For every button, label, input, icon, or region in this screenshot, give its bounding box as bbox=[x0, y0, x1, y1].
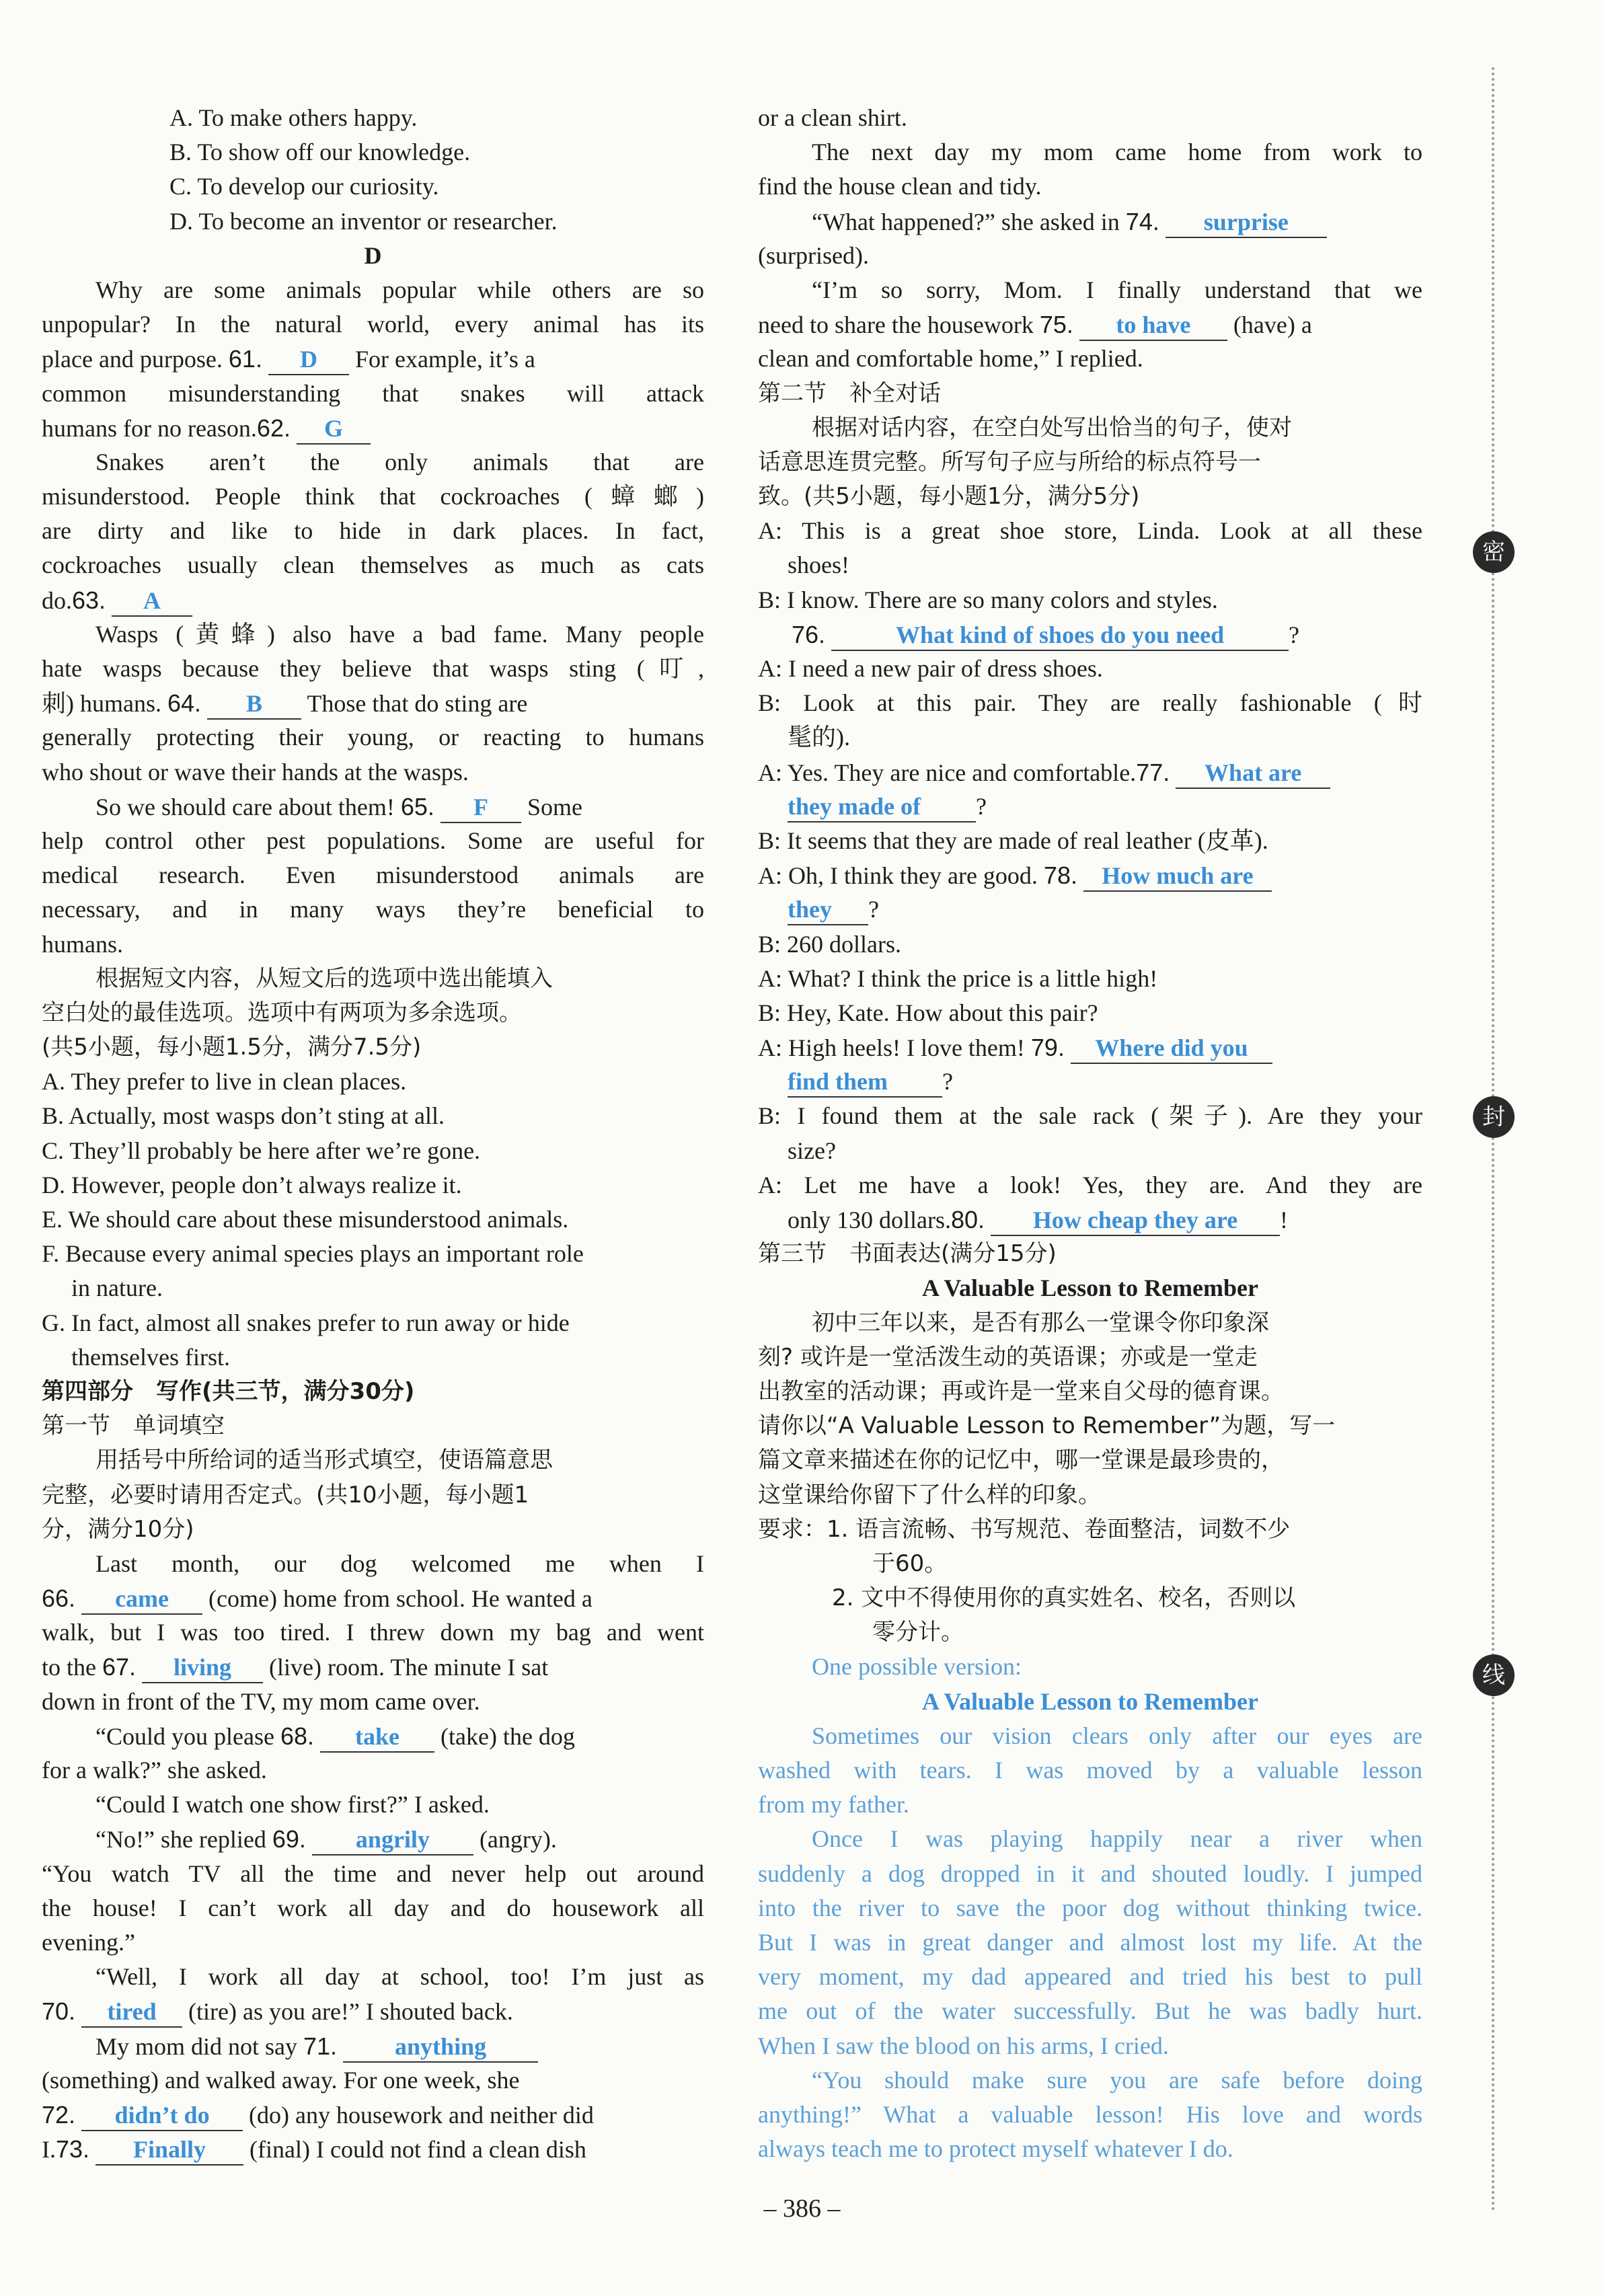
dialogue-line: only 130 dollars.80. How cheap they are ! bbox=[758, 1202, 1422, 1237]
story-line: 66. came (come) home from school. He wanted a bbox=[42, 1581, 704, 1615]
seal-mi: 密 bbox=[1473, 531, 1515, 573]
story-line: for a walk?” she asked. bbox=[42, 1757, 267, 1784]
essay-title: A Valuable Lesson to Remember bbox=[921, 1274, 1258, 1302]
answer-option: F. Because every animal species plays an important role bbox=[42, 1240, 584, 1268]
dialogue-line: A: High heels! I love them! 79. Where did you bbox=[758, 1030, 1422, 1065]
seal-feng: 封 bbox=[1473, 1096, 1515, 1138]
sample-line: When I saw the blood on his arms, I cried. bbox=[758, 2032, 1169, 2059]
dialogue-line: B: It seems that they are made of real leather (皮革). bbox=[758, 827, 1268, 854]
story-line: or a clean shirt. bbox=[758, 104, 907, 131]
dialogue-line: A: This is a great shoe store, Linda. Look at all these bbox=[758, 517, 1422, 545]
passage-line: So we should care about them! 65. F Some bbox=[42, 790, 704, 824]
dialogue-line: B: I know. There are so many colors and styles. bbox=[758, 586, 1218, 613]
instruction-line: 初中三年以来，是否有那么一堂课令你印象深 bbox=[812, 1309, 1269, 1336]
story-line: (something) and walked away. For one week, she bbox=[42, 2066, 520, 2094]
answer-option: D. However, people don’t always realize it. bbox=[42, 1171, 462, 1198]
requirement-line: 于60。 bbox=[872, 1549, 948, 1577]
dialogue-line: A: I need a new pair of dress shoes. bbox=[758, 655, 1103, 682]
sample-line: very moment, my dad appeared and tried his best to pull bbox=[758, 1963, 1422, 1991]
instruction-line: 完整，必要时请用否定式。(共10小题，每小题1 bbox=[42, 1481, 529, 1508]
dialogue-line: shoes! bbox=[788, 551, 849, 579]
answer-72: didn’t do bbox=[81, 2100, 243, 2131]
passage-line: 刺) humans. 64. B Those that do sting are bbox=[42, 686, 704, 720]
passage-line: unpopular? In the natural world, every animal has its bbox=[42, 311, 704, 338]
section-letter: D bbox=[364, 241, 382, 269]
dialogue-line: A: Oh, I think they are good. 78. How much are bbox=[758, 858, 1422, 892]
instruction-line: 致。(共5小题，每小题1分，满分5分) bbox=[758, 483, 1140, 510]
sample-line: “You should make sure you are safe before doing bbox=[812, 2066, 1422, 2094]
passage-line: are dirty and like to hide in dark places. In fact, bbox=[42, 517, 704, 545]
instruction-line: 篇文章来描述在你的记忆中，哪一堂课是最珍贵的， bbox=[758, 1447, 1284, 1474]
passage-line: medical research. Even misunderstood animals are bbox=[42, 862, 704, 889]
answer-62: G bbox=[297, 414, 371, 445]
instruction-line: 请你以“A Valuable Lesson to Remember”为题，写一 bbox=[758, 1412, 1336, 1440]
story-line: “I’m so sorry, Mom. I finally understand that we bbox=[812, 276, 1422, 303]
answer-65: F bbox=[441, 792, 521, 823]
answer-option: themselves first. bbox=[71, 1343, 230, 1371]
passage-line: hate wasps because they believe that wasps sting (叮, bbox=[42, 655, 704, 682]
story-line: walk, but I was too tired. I threw down my bag and went bbox=[42, 1619, 704, 1646]
passage-line: misunderstood. People think that cockroaches (蟑螂) bbox=[42, 483, 704, 510]
dialogue-line: find them ? bbox=[758, 1065, 1422, 1099]
dialogue-line: B: Look at this pair. They are really fashionable (时 bbox=[758, 689, 1422, 717]
answer-option: in nature. bbox=[71, 1274, 163, 1302]
instruction-line: 分，满分10分) bbox=[42, 1515, 194, 1543]
binding-dotted-line bbox=[1492, 67, 1494, 2213]
part-title: 第四部分 写作(共三节，满分30分) bbox=[42, 1377, 415, 1405]
story-line: 70. tired (tire) as you are!” I shouted back. bbox=[42, 1994, 704, 2028]
answer-77-line1: What are bbox=[1176, 758, 1330, 789]
sample-line: into the river to save the poor dog without thinking twice. bbox=[758, 1894, 1422, 1921]
passage-line: place and purpose. 61. D For example, it’s a bbox=[42, 342, 704, 376]
story-line: “Could I watch one show first?” I asked. bbox=[96, 1791, 490, 1819]
instruction-line: 根据对话内容，在空白处写出恰当的句子，使对 bbox=[812, 414, 1292, 441]
story-line: The next day my mom came home from work to bbox=[812, 139, 1422, 166]
passage-line: common misunderstanding that snakes will attack bbox=[42, 379, 704, 407]
answer-option: B. Actually, most wasps don’t sting at all. bbox=[42, 1102, 445, 1130]
story-line: “Well, I work all day at school, too! I’m just as bbox=[96, 1963, 704, 1991]
story-line: “Could you please 68. take (take) the dog bbox=[42, 1719, 704, 1753]
instruction-line: 空白处的最佳选项。选项中有两项为多余选项。 bbox=[42, 999, 522, 1026]
passage-line: necessary, and in many ways they’re beneficial to bbox=[42, 896, 704, 923]
sample-line: suddenly a dog dropped in it and shouted loudly. I jumped bbox=[758, 1860, 1422, 1887]
passage-line: humans for no reason.62. G bbox=[42, 411, 704, 445]
answer-71: anything bbox=[343, 2032, 538, 2063]
answer-78-line2: they bbox=[788, 894, 868, 925]
story-line: clean and comfortable home,” I replied. bbox=[758, 345, 1143, 373]
option-line: B. To show off our knowledge. bbox=[169, 139, 471, 166]
sample-line: from my father. bbox=[758, 1791, 909, 1819]
answer-67: living bbox=[142, 1652, 263, 1683]
answer-75: to have bbox=[1079, 310, 1227, 341]
dialogue-line: B: I found them at the sale rack (架子). Are they your bbox=[758, 1102, 1422, 1130]
story-line: the house! I can’t work all day and do housework all bbox=[42, 1894, 704, 1921]
story-line: find the house clean and tidy. bbox=[758, 173, 1042, 200]
dialogue-line: A: Let me have a look! Yes, they are. And they are bbox=[758, 1171, 1422, 1198]
dialogue-line: they ? bbox=[758, 892, 1422, 927]
story-line: My mom did not say 71. anything bbox=[42, 2029, 704, 2063]
sample-line: anything!” What a valuable lesson! His love and words bbox=[758, 2100, 1422, 2128]
dialogue-line: 髦的). bbox=[788, 724, 850, 751]
option-line: D. To become an inventor or researcher. bbox=[169, 207, 558, 235]
option-line: A. To make others happy. bbox=[169, 104, 418, 131]
sample-line: me out of the water successfully. But he was badly hurt. bbox=[758, 1997, 1422, 2025]
passage-line: cockroaches usually clean themselves as much as cats bbox=[42, 551, 704, 579]
passage-line: Wasps (黄蜂) also have a bad fame. Many people bbox=[96, 620, 704, 648]
dialogue-line: A: What? I think the price is a little high! bbox=[758, 964, 1158, 992]
passage-line: help control other pest populations. Some are useful for bbox=[42, 827, 704, 854]
answer-option: G. In fact, almost all snakes prefer to run away or hide bbox=[42, 1309, 570, 1336]
sample-line: always teach me to protect myself whatever I do. bbox=[758, 2135, 1233, 2163]
requirement-line: 2. 文中不得使用你的真实姓名、校名，否则以 bbox=[832, 1584, 1296, 1612]
instruction-line: 用括号中所给词的适当形式填空，使语篇意思 bbox=[96, 1447, 553, 1474]
passage-line: who shout or wave their hands at the wasps. bbox=[42, 758, 469, 786]
story-line: to the 67. living (live) room. The minute I sat bbox=[42, 1650, 704, 1684]
passage-line: Snakes aren’t the only animals that are bbox=[96, 448, 704, 475]
sample-label: One possible version: bbox=[812, 1653, 1022, 1681]
dialogue-line: B: Hey, Kate. How about this pair? bbox=[758, 999, 1098, 1026]
answer-option: A. They prefer to live in clean places. bbox=[42, 1068, 407, 1096]
dialogue-line: B: 260 dollars. bbox=[758, 930, 901, 958]
sample-line: washed with tears. I was moved by a valuable lesson bbox=[758, 1757, 1422, 1784]
passage-line: humans. bbox=[42, 930, 123, 958]
story-line: I.73. Finally (final) I could not find a clean dish bbox=[42, 2132, 704, 2166]
instruction-line: 刻? 或许是一堂活泼生动的英语课；亦或是一堂走 bbox=[758, 1343, 1258, 1371]
dialogue-line: A: Yes. They are nice and comfortable.77. What are bbox=[758, 755, 1422, 790]
requirement-line: 零分计。 bbox=[872, 1619, 964, 1646]
option-line: C. To develop our curiosity. bbox=[169, 173, 439, 200]
section-title: 第三节 书面表达(满分15分) bbox=[758, 1240, 1057, 1268]
story-line: need to share the housework 75. to have (have) a bbox=[758, 307, 1422, 342]
section-title: 第二节 补全对话 bbox=[758, 379, 941, 407]
passage-line: generally protecting their young, or reacting to humans bbox=[42, 724, 704, 751]
story-line: (surprised). bbox=[758, 241, 869, 269]
answer-80: How cheap they are bbox=[991, 1205, 1280, 1236]
story-line: Last month, our dog welcomed me when I bbox=[96, 1549, 704, 1577]
requirement-line: 要求：1. 语言流畅、书写规范、卷面整洁，词数不少 bbox=[758, 1515, 1291, 1543]
instruction-line: 话意思连贯完整。所写句子应与所给的标点符号一 bbox=[758, 448, 1261, 475]
dialogue-line: 76. What kind of shoes do you need ? bbox=[758, 617, 1422, 652]
answer-68: take bbox=[320, 1722, 434, 1753]
story-line: evening.” bbox=[42, 1928, 135, 1956]
answer-64: B bbox=[207, 689, 301, 720]
answer-78-line1: How much are bbox=[1083, 861, 1272, 892]
answer-73: Finally bbox=[96, 2135, 243, 2166]
answer-74: surprise bbox=[1166, 207, 1327, 238]
answer-79-line2: find them bbox=[788, 1067, 942, 1098]
sample-title: A Valuable Lesson to Remember bbox=[921, 1687, 1258, 1715]
dialogue-line: size? bbox=[788, 1137, 836, 1164]
dialogue-line: they made of ? bbox=[758, 790, 1422, 824]
answer-79-line1: Where did you bbox=[1071, 1033, 1272, 1064]
story-line: “You watch TV all the time and never help out around bbox=[42, 1860, 704, 1887]
instruction-line: 根据短文内容，从短文后的选项中选出能填入 bbox=[96, 964, 553, 992]
answer-69: angrily bbox=[312, 1825, 473, 1855]
answer-77-line2: they made of bbox=[788, 792, 976, 822]
sample-line: Sometimes our vision clears only after our eyes are bbox=[812, 1722, 1422, 1749]
right-column bbox=[758, 101, 1422, 2166]
section-title: 第一节 单词填空 bbox=[42, 1412, 225, 1440]
story-line: “No!” she replied 69. angrily (angry). bbox=[42, 1822, 704, 1856]
answer-70: tired bbox=[81, 1997, 182, 2028]
sample-line: Once I was playing happily near a river when bbox=[812, 1825, 1422, 1853]
passage-line: do.63. A bbox=[42, 583, 704, 617]
answer-option: E. We should care about these misunderstood animals. bbox=[42, 1206, 569, 1233]
answer-option: C. They’ll probably be here after we’re gone. bbox=[42, 1137, 481, 1164]
instruction-line: 这堂课给你留下了什么样的印象。 bbox=[758, 1481, 1101, 1508]
seal-xian: 线 bbox=[1473, 1654, 1515, 1696]
instruction-line: 出教室的活动课；再或许是一堂来自父母的德育课。 bbox=[758, 1377, 1284, 1405]
story-line: “What happened?” she asked in 74. surprise bbox=[758, 204, 1422, 239]
passage-line: Why are some animals popular while others are so bbox=[96, 276, 704, 303]
answer-66: came bbox=[81, 1584, 202, 1615]
instruction-line: (共5小题，每小题1.5分，满分7.5分) bbox=[42, 1034, 422, 1061]
story-line: 72. didn’t do (do) any housework and neither did bbox=[42, 2098, 704, 2132]
sample-line: But I was in great danger and almost lost my life. At the bbox=[758, 1928, 1422, 1956]
story-line: down in front of the TV, my mom came over. bbox=[42, 1687, 480, 1715]
page-number: – 386 – bbox=[763, 2194, 841, 2223]
left-column bbox=[42, 101, 704, 2166]
answer-76: What kind of shoes do you need bbox=[831, 620, 1289, 651]
answer-63: A bbox=[112, 586, 192, 617]
answer-61: D bbox=[268, 344, 349, 375]
